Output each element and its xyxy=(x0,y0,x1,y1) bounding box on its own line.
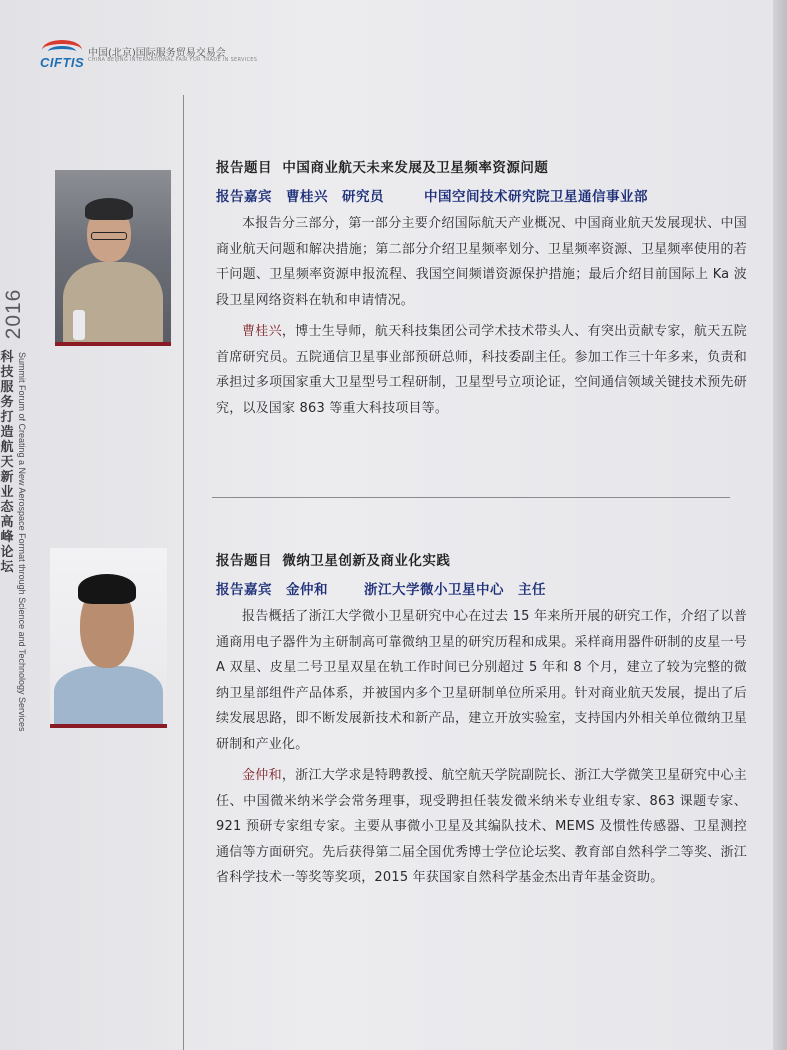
logo-text: CIFTIS xyxy=(40,55,85,70)
topic-label: 报告题目 xyxy=(216,160,272,176)
topic-label: 报告题目 xyxy=(216,553,272,569)
bio-text: ，博士生导师，航天科技集团公司学术技术带头人、有突出贡献专家，航天五院首席研究员。五院通信卫星事业部预研总师，科技委副主任。参加工作三十年多来，负责和承担过多项国家重大卫星型号工程研制，卫星型号立项论证，空间通信领域关键技术预先研究，以及国家 863 等重大科技项目等。 xyxy=(216,324,747,416)
speaker-bio xyxy=(216,763,747,891)
guest-org: 浙江大学微小卫星中心 xyxy=(364,582,504,598)
guest-title: 主任 xyxy=(518,582,546,598)
side-year xyxy=(3,284,25,344)
report-topic xyxy=(216,156,747,176)
report-abstract: 报告概括了浙江大学微小卫星研究中心在过去 15 年来所开展的研究工作，介绍了以普通商用电子器件为主研制高可靠微纳卫星的研究历程和成果。采样商用器件研制的皮星一号 A 双星、皮星二号卫星双星在轨工作时间已分别超过 5 年和 8 个月，建立了较为完整的微纳卫星部组件产品体系，并被国内多个卫星研制单位所采用。针对商业航天发展，提出了后续发展思路，即不断发展新技术和新产品，建立开放实验室，支持国内外相关单位微纳卫星研制和产业化。 xyxy=(216,609,747,752)
bio-text: ，浙江大学求是特聘教授、航空航天学院副院长、浙江大学微笑卫星研究中心主任、中国微米纳米学会常务理事，现受聘担任装发微米纳米专业组专家、863 课题专家、921 预研专家组专家。主要从事微小卫星及其编队技术、MEMS 及惯性传感器、卫星测控通信等方面研究。先后获得第二届全国优秀博士学位论坛奖、教育部自然科学二等奖、浙江省科学技术一等奖等奖项，2015 年获国家自然科学基金杰出青年基金资助。 xyxy=(216,768,747,885)
column-divider xyxy=(183,95,184,1050)
logo-en: CHINA BEIJING INTERNATIONAL FAIR FOR TRADE IN SERVICES xyxy=(88,57,258,63)
ciftis-logo xyxy=(38,38,258,72)
bio-name: 金仲和 xyxy=(242,768,282,783)
side-title-en xyxy=(17,352,29,772)
topic-title: 中国商业航天未来发展及卫星频率资源问题 xyxy=(282,160,549,176)
guest-label: 报告嘉宾 xyxy=(216,189,272,205)
report-abstract: 本报告分三部分，第一部分主要介绍国际航天产业概况、中国商业航天发展现状、中国商业航天问题和解决措施；第二部分介绍卫星频率划分、卫星频率资源、卫星频率使用的若干问题、卫星频率资源申报流程、我国空间频谱资源保护措施；最后介绍目前国际上 Ka 波段卫星网络资料在轨和申请情况。 xyxy=(216,216,747,308)
report-section-2 xyxy=(216,549,747,891)
topic-title: 微纳卫星创新及商业化实践 xyxy=(282,553,451,569)
guest-name: 金仲和 xyxy=(286,582,328,598)
section-divider xyxy=(212,497,730,498)
logo-cn: 中国(北京)国际服务贸易交易会 xyxy=(88,48,226,59)
speaker-photo-cao xyxy=(55,170,171,342)
page-edge xyxy=(773,0,787,1050)
guest-title: 研究员 xyxy=(342,189,384,205)
bio-name: 曹桂兴 xyxy=(242,324,282,339)
speaker-photo-jin xyxy=(50,548,167,724)
guest-org: 中国空间技术研究院卫星通信事业部 xyxy=(424,189,648,205)
report-guest xyxy=(216,185,747,205)
photo-caption-bar xyxy=(50,724,167,728)
guest-label: 报告嘉宾 xyxy=(216,582,272,598)
side-title-cn: 科技服务打造航天新业态高峰论坛 xyxy=(0,350,14,575)
speaker-bio xyxy=(216,319,747,421)
report-guest xyxy=(216,578,747,598)
side-title-en-text: Summit Forum of Creating a New Aerospace Format through Science and Technology Services xyxy=(17,352,27,732)
guest-name: 曹桂兴 xyxy=(286,189,328,205)
report-topic xyxy=(216,549,747,569)
photo-caption-bar xyxy=(55,342,171,346)
report-section-1 xyxy=(216,156,747,421)
side-year-text: 2016 xyxy=(2,288,25,340)
